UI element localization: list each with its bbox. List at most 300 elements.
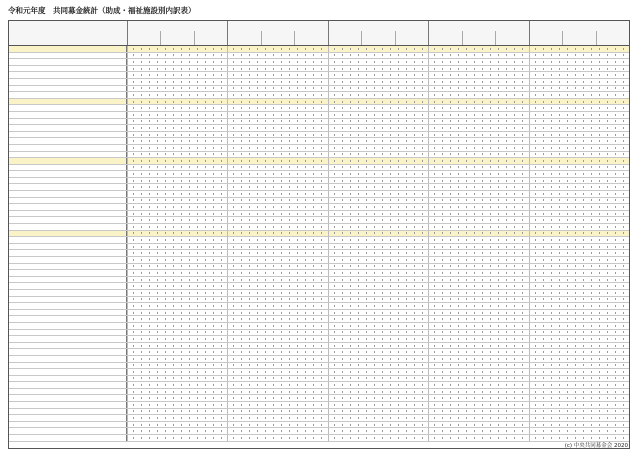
header-group-2 [227,21,327,45]
table-row [9,86,629,93]
table-cell [328,165,428,171]
table-cell [127,257,227,263]
table-row [9,323,629,330]
table-cell [227,92,327,98]
row-label [9,53,127,59]
row-label [9,343,127,349]
table-cell [127,283,227,289]
table-cell [127,204,227,210]
table-cell [428,376,528,382]
header-group-3 [328,21,428,45]
table-cell [127,79,227,85]
table-row [9,237,629,244]
row-label [9,428,127,434]
table-row [9,198,629,205]
table-cell [127,316,227,322]
row-label [9,349,127,355]
table-cell [428,428,528,434]
table-cell [428,349,528,355]
table-cell [227,389,327,395]
table-row [9,171,629,178]
table-cell [428,112,528,118]
table-cell [227,283,327,289]
table-cell [127,145,227,151]
table-cell [428,86,528,92]
table-cell [227,66,327,72]
table-cell [227,72,327,78]
table-cell [127,382,227,388]
table-cell [428,66,528,72]
row-label [9,231,127,237]
table-cell [428,79,528,85]
table-cell [529,145,629,151]
table-cell [328,277,428,283]
table-cell [529,217,629,223]
table-cell [227,323,327,329]
table-cell [328,257,428,263]
row-label [9,152,127,158]
table-cell [328,86,428,92]
table-row [9,349,629,356]
table-cell [428,165,528,171]
table-row [9,79,629,86]
table-cell [529,343,629,349]
table-cell [529,59,629,65]
header-group-1 [127,21,227,45]
table-cell [227,119,327,125]
table-cell [529,152,629,158]
table-row [9,257,629,264]
table-cell [328,145,428,151]
table-cell [428,409,528,415]
row-label [9,112,127,118]
row-label [9,132,127,138]
table-cell [428,389,528,395]
row-label [9,211,127,217]
table-row [9,250,629,257]
table-cell [428,224,528,230]
row-label [9,376,127,382]
table-row [9,66,629,73]
table-cell [328,217,428,223]
table-cell [328,330,428,336]
table-cell [227,409,327,415]
table-cell [227,297,327,303]
table-cell [328,264,428,270]
table-cell [529,171,629,177]
table-cell [428,415,528,421]
table-cell [529,323,629,329]
table-cell [227,152,327,158]
table-row [9,356,629,363]
table-cell [127,191,227,197]
row-label [9,224,127,230]
table-cell [127,119,227,125]
table-cell [127,132,227,138]
table-row [9,343,629,350]
table-row [9,303,629,310]
table-cell [428,402,528,408]
table-cell [227,336,327,342]
table-cell [529,66,629,72]
table-cell [328,198,428,204]
row-label [9,198,127,204]
header-group-5 [529,21,629,45]
table-cell [227,303,327,309]
table-cell [529,132,629,138]
row-label [9,264,127,270]
allocation-table [8,20,630,449]
table-cell [529,264,629,270]
row-label [9,86,127,92]
table-header [9,21,629,46]
table-cell [529,105,629,111]
row-label [9,330,127,336]
table-cell [529,336,629,342]
table-row [9,158,629,165]
table-row [9,138,629,145]
table-row [9,363,629,370]
table-cell [529,363,629,369]
table-cell [428,204,528,210]
table-row [9,409,629,416]
table-cell [328,290,428,296]
row-label [9,395,127,401]
table-cell [227,316,327,322]
table-cell [227,363,327,369]
table-cell [529,389,629,395]
table-cell [328,178,428,184]
row-label [9,382,127,388]
table-cell [127,198,227,204]
table-cell [127,369,227,375]
table-cell [328,435,428,441]
table-cell [428,191,528,197]
table-cell [127,415,227,421]
table-cell [328,237,428,243]
table-cell [428,283,528,289]
table-cell [227,402,327,408]
table-cell [328,92,428,98]
table-cell [328,66,428,72]
table-cell [529,165,629,171]
table-cell [529,422,629,428]
table-cell [328,336,428,342]
table-cell [428,158,528,164]
table-cell [529,395,629,401]
table-cell [227,158,327,164]
row-label [9,402,127,408]
table-cell [328,99,428,105]
table-cell [529,125,629,131]
table-cell [529,72,629,78]
table-cell [227,99,327,105]
table-cell [428,435,528,441]
row-label [9,119,127,125]
table-row [9,395,629,402]
table-row [9,72,629,79]
table-cell [328,211,428,217]
row-label [9,46,127,52]
table-row [9,191,629,198]
table-cell [127,402,227,408]
table-cell [328,389,428,395]
row-label [9,297,127,303]
table-cell [529,184,629,190]
table-cell [227,178,327,184]
table-row [9,125,629,132]
table-cell [428,336,528,342]
table-cell [227,382,327,388]
table-cell [127,422,227,428]
table-cell [127,66,227,72]
table-cell [328,191,428,197]
table-cell [328,224,428,230]
row-label [9,184,127,190]
table-row [9,152,629,159]
row-label [9,178,127,184]
table-cell [529,79,629,85]
table-cell [529,402,629,408]
table-cell [428,290,528,296]
table-row [9,59,629,66]
table-cell [328,138,428,144]
table-row [9,435,629,442]
row-label [9,356,127,362]
table-cell [328,72,428,78]
table-cell [227,343,327,349]
table-cell [328,409,428,415]
row-label [9,270,127,276]
table-cell [227,395,327,401]
table-cell [428,152,528,158]
table-cell [529,277,629,283]
table-cell [428,217,528,223]
table-cell [328,270,428,276]
table-cell [328,125,428,131]
table-cell [127,303,227,309]
table-cell [227,145,327,151]
table-cell [428,382,528,388]
table-cell [428,250,528,256]
table-cell [529,244,629,250]
table-cell [127,343,227,349]
table-cell [328,376,428,382]
row-label [9,217,127,223]
table-cell [328,112,428,118]
table-cell [428,138,528,144]
table-cell [227,277,327,283]
table-cell [529,198,629,204]
table-cell [529,53,629,59]
table-cell [529,270,629,276]
table-cell [529,231,629,237]
table-row [9,415,629,422]
row-label [9,171,127,177]
table-cell [227,86,327,92]
table-cell [127,59,227,65]
table-cell [127,395,227,401]
table-row [9,422,629,429]
table-cell [127,297,227,303]
table-cell [127,290,227,296]
table-cell [529,224,629,230]
table-cell [428,422,528,428]
table-cell [428,99,528,105]
table-cell [227,270,327,276]
row-label [9,244,127,250]
table-row [9,231,629,238]
table-cell [529,119,629,125]
table-cell [328,402,428,408]
row-label [9,257,127,263]
table-cell [328,303,428,309]
table-cell [127,171,227,177]
table-cell [328,158,428,164]
table-cell [127,138,227,144]
row-label [9,59,127,65]
table-row [9,376,629,383]
table-cell [127,409,227,415]
table-cell [328,343,428,349]
table-cell [127,99,227,105]
table-cell [227,415,327,421]
table-cell [328,395,428,401]
table-row [9,428,629,435]
document-title: 令和元年度 共同募金統計（助成・福祉施設別内訳表） [8,6,196,15]
table-row [9,290,629,297]
table-cell [428,92,528,98]
table-cell [529,297,629,303]
table-cell [328,132,428,138]
table-cell [428,59,528,65]
table-cell [227,356,327,362]
table-row [9,99,629,106]
row-label [9,316,127,322]
table-cell [328,171,428,177]
table-cell [328,152,428,158]
table-cell [529,283,629,289]
table-cell [227,79,327,85]
table-cell [127,184,227,190]
table-cell [328,422,428,428]
table-cell [328,323,428,329]
table-row [9,310,629,317]
table-row [9,184,629,191]
table-cell [328,53,428,59]
table-row [9,277,629,284]
table-cell [428,231,528,237]
table-cell [227,349,327,355]
table-cell [428,53,528,59]
table-cell [227,290,327,296]
table-row [9,46,629,53]
table-cell [529,158,629,164]
table-cell [529,86,629,92]
row-label [9,250,127,256]
table-cell [127,323,227,329]
table-cell [428,211,528,217]
table-row [9,402,629,409]
row-label [9,237,127,243]
table-cell [328,428,428,434]
table-cell [127,165,227,171]
table-cell [428,297,528,303]
table-cell [529,316,629,322]
table-row [9,165,629,172]
row-label [9,165,127,171]
row-label [9,389,127,395]
row-label [9,415,127,421]
table-cell [428,171,528,177]
table-cell [328,204,428,210]
table-cell [529,349,629,355]
row-label [9,72,127,78]
row-label [9,363,127,369]
table-cell [127,363,227,369]
row-label [9,92,127,98]
table-row [9,211,629,218]
table-cell [428,184,528,190]
table-cell [227,244,327,250]
row-label [9,191,127,197]
table-cell [227,184,327,190]
table-row [9,204,629,211]
table-cell [227,59,327,65]
row-label [9,99,127,105]
table-cell [529,112,629,118]
table-cell [227,105,327,111]
table-cell [127,72,227,78]
table-cell [428,264,528,270]
table-row [9,132,629,139]
table-cell [428,145,528,151]
table-row [9,389,629,396]
table-row [9,53,629,60]
table-cell [529,356,629,362]
table-cell [127,158,227,164]
table-cell [227,171,327,177]
table-row [9,145,629,152]
row-label [9,125,127,131]
table-cell [328,79,428,85]
table-cell [529,99,629,105]
table-cell [529,310,629,316]
table-cell [127,428,227,434]
table-cell [428,125,528,131]
table-cell [127,237,227,243]
table-row [9,92,629,99]
table-cell [529,250,629,256]
table-cell [428,257,528,263]
table-cell [227,112,327,118]
table-cell [127,264,227,270]
row-label [9,158,127,164]
table-cell [328,184,428,190]
table-cell [227,422,327,428]
table-cell [127,211,227,217]
table-cell [428,343,528,349]
table-cell [529,211,629,217]
table-cell [127,356,227,362]
table-cell [529,257,629,263]
table-cell [227,310,327,316]
table-cell [227,125,327,131]
table-cell [227,211,327,217]
table-cell [227,53,327,59]
table-cell [127,86,227,92]
table-cell [428,363,528,369]
